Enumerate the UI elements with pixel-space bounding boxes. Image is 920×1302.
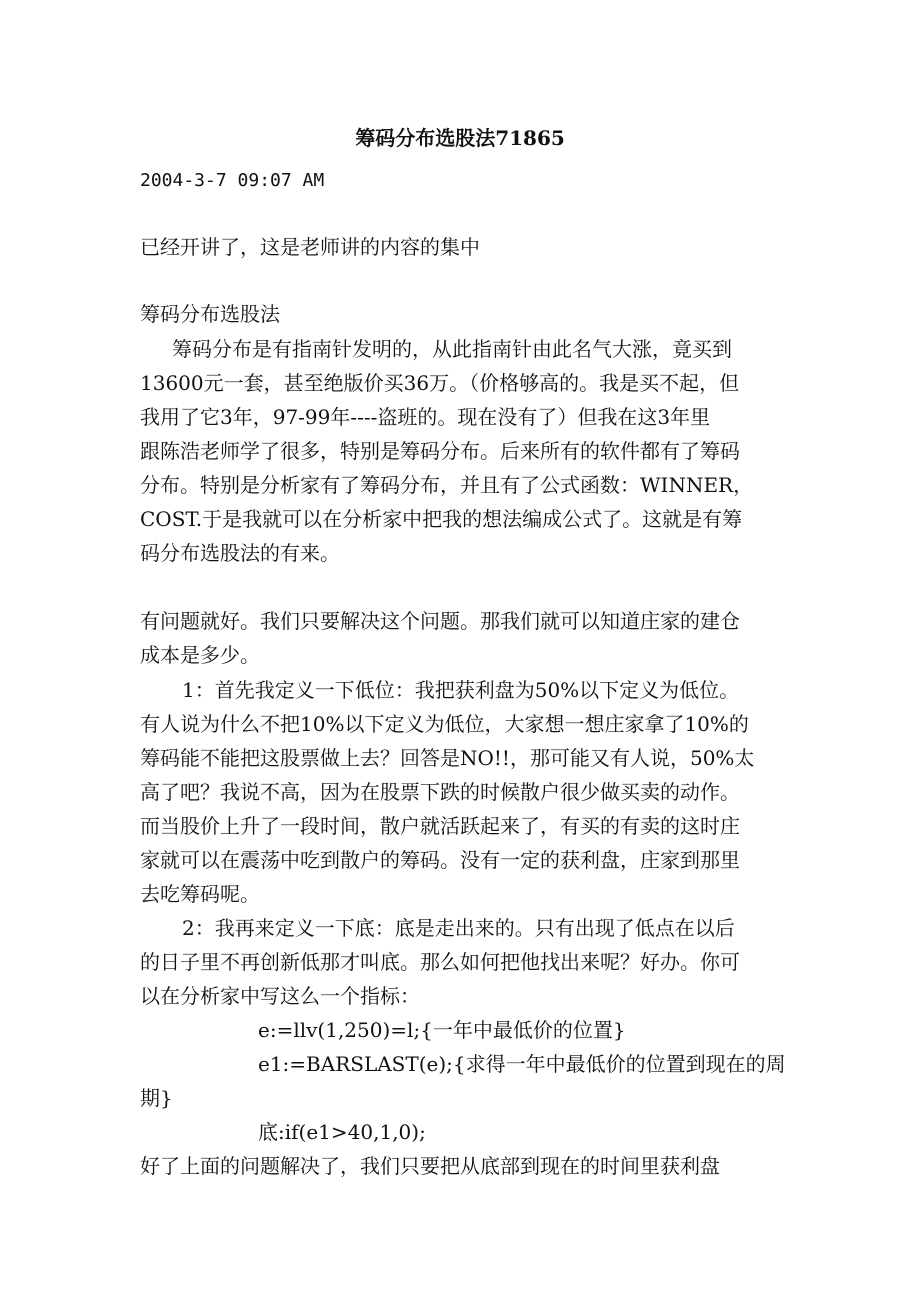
paragraph-line: 1：首先我定义一下低位：我把获利盘为50%以下定义为低位。 bbox=[182, 678, 740, 702]
paragraph-line: 码分布选股法的有来。 bbox=[140, 541, 340, 565]
paragraph-line: 2：我再来定义一下底：底是走出来的。只有出现了低点在以后 bbox=[182, 916, 735, 940]
section-heading: 筹码分布选股法 bbox=[140, 302, 280, 326]
closing-line: 好了上面的问题解决了，我们只要把从底部到现在的时间里获利盘 bbox=[140, 1154, 720, 1178]
paragraph-line: 的日子里不再创新低那才叫底。那么如何把他找出来呢？好办。你可 bbox=[140, 950, 740, 974]
document-timestamp: 2004-3-7 09:07 AM bbox=[140, 170, 325, 191]
paragraph-line: 成本是多少。 bbox=[140, 643, 260, 667]
paragraph-line: 筹码能不能把这股票做上去？回答是NO!!，那可能又有人说，50%太 bbox=[140, 746, 755, 770]
paragraph-line: 我用了它3年，97-99年----盗班的。现在没有了）但我在这3年里 bbox=[140, 405, 711, 429]
paragraph-line: 高了吧？我说不高，因为在股票下跌的时候散户很少做买卖的动作。 bbox=[140, 780, 740, 804]
paragraph-line: 13600元一套，甚至绝版价买36万。（价格够高的。我是买不起，但 bbox=[140, 371, 740, 395]
paragraph-line: COST.于是我就可以在分析家中把我的想法编成公式了。这就是有筹 bbox=[140, 507, 743, 531]
intro-text: 已经开讲了，这是老师讲的内容的集中 bbox=[140, 235, 480, 259]
paragraph-line: 去吃筹码呢。 bbox=[140, 882, 260, 906]
code-line: e1:=BARSLAST(e);{求得一年中最低价的位置到现在的周 bbox=[258, 1052, 786, 1076]
paragraph-line: 有人说为什么不把10%以下定义为低位，大家想一想庄家拿了10%的 bbox=[140, 712, 749, 736]
paragraph-line: 筹码分布是有指南针发明的，从此指南针由此名气大涨，竟买到 bbox=[172, 337, 732, 361]
paragraph-line: 而当股价上升了一段时间，散户就活跃起来了，有买的有卖的这时庄 bbox=[140, 814, 740, 838]
paragraph-line: 分布。特别是分析家有了筹码分布，并且有了公式函数：WINNER， bbox=[140, 473, 754, 497]
code-line: 期} bbox=[140, 1086, 173, 1110]
paragraph-line: 跟陈浩老师学了很多，特别是筹码分布。后来所有的软件都有了筹码 bbox=[140, 439, 740, 463]
paragraph-line: 家就可以在震荡中吃到散户的筹码。没有一定的获利盘，庄家到那里 bbox=[140, 848, 740, 872]
paragraph-line: 有问题就好。我们只要解决这个问题。那我们就可以知道庄家的建仓 bbox=[140, 609, 740, 633]
paragraph-line: 以在分析家中写这么一个指标： bbox=[140, 984, 420, 1008]
code-line: e:=llv(1,250)=l;{一年中最低价的位置} bbox=[258, 1018, 626, 1042]
code-line: 底:if(e1>40,1,0); bbox=[258, 1120, 426, 1144]
document-title: 筹码分布选股法71865 bbox=[355, 126, 565, 150]
